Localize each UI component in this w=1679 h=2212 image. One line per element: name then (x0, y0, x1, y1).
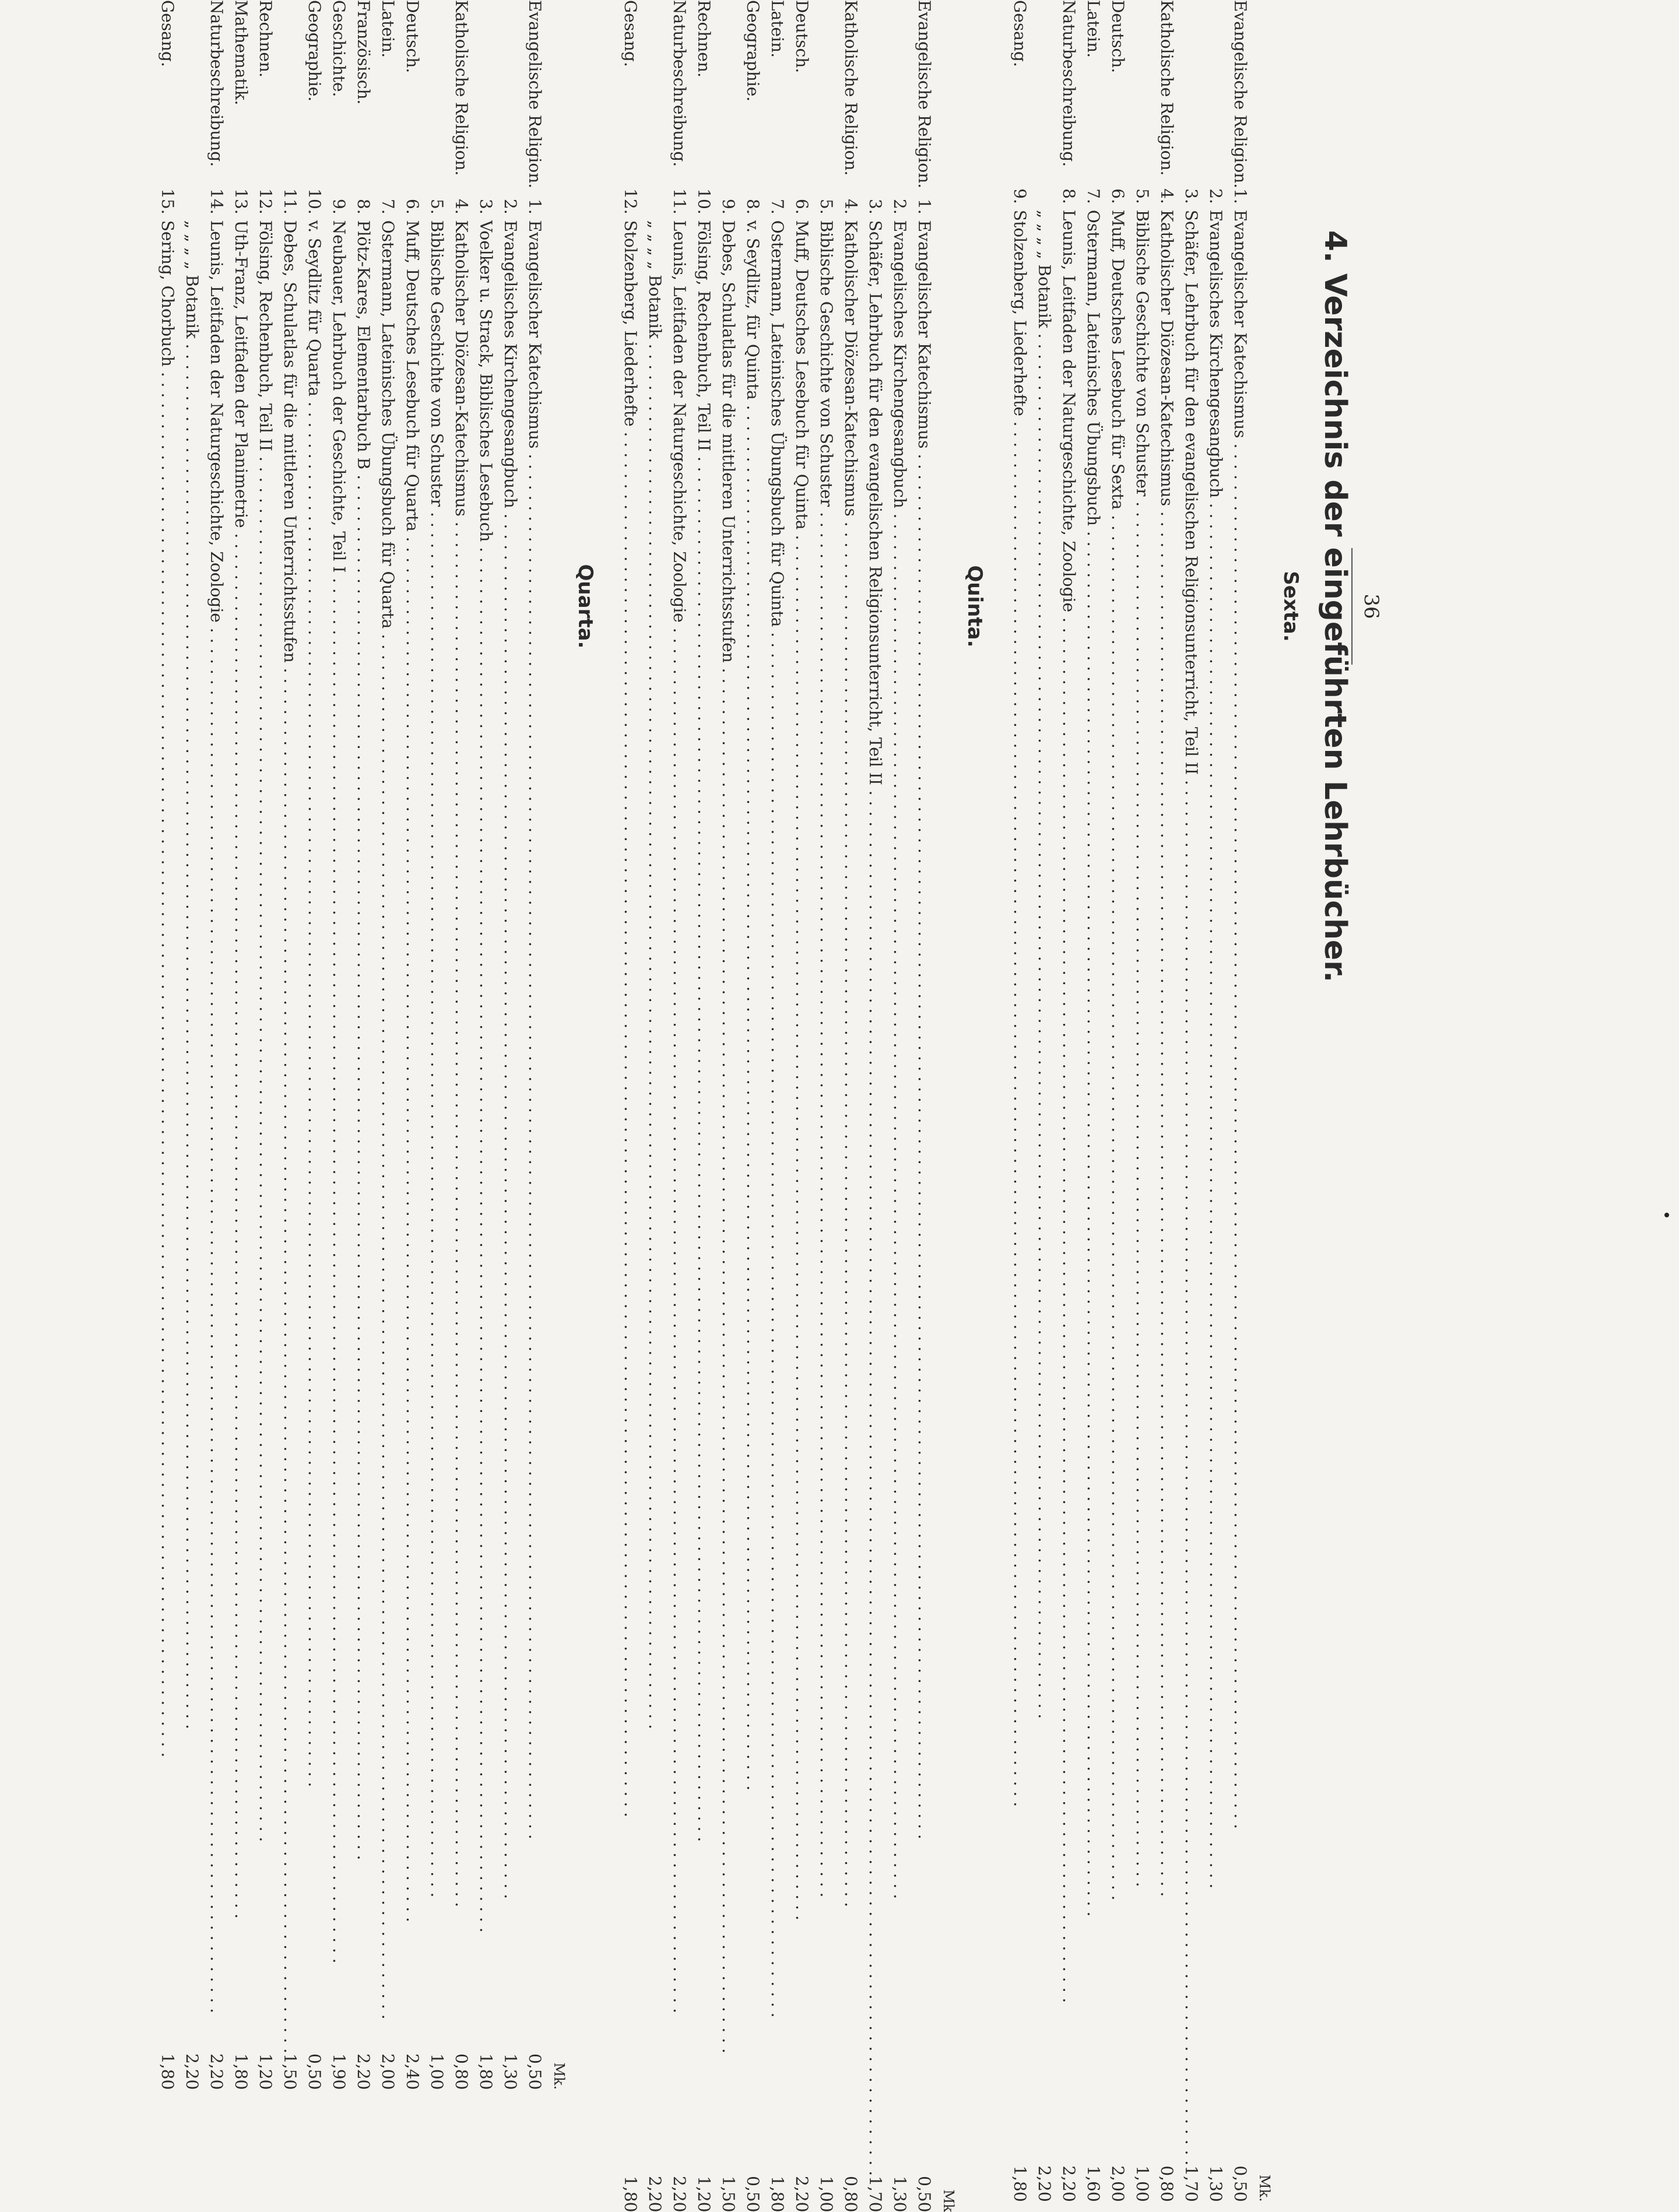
subject-cell: Deutsch. (1108, 0, 1127, 73)
table-row (863, 0, 887, 2212)
item-number: 8. (354, 199, 373, 215)
price-cell: 1,50 (280, 2053, 300, 2090)
book-title: Schäfer, Lehrbuch für den evangelischen Religionsunterricht, Teil II . . . (863, 220, 887, 2176)
item-number: 8. (1059, 188, 1079, 204)
table-row (789, 0, 814, 2212)
subject-cell: Deutsch. (792, 0, 812, 73)
table-row (1203, 0, 1228, 2202)
item-number: 2. (1206, 188, 1225, 204)
price-cell: 1,30 (501, 2053, 520, 2090)
book-title-cell (1179, 210, 1203, 2165)
subject-cell (278, 0, 302, 188)
price-cell: 1,60 (1084, 2165, 1103, 2202)
section-2 (155, 0, 597, 2090)
price-cell: 1,80 (476, 2053, 496, 2090)
table-row (1105, 0, 1130, 2202)
table-row (838, 0, 863, 2212)
subject-cell: Gesang. (1010, 0, 1030, 67)
textbook-table (155, 0, 571, 2090)
subject-cell: Naturbeschreibung. (207, 0, 226, 167)
book-title-cell (912, 220, 936, 2176)
book-title: Schäfer, Lehrbuch für den evangelischen Religionsunterricht, Teil II . . . (1179, 210, 1203, 2165)
section-1 (618, 0, 986, 2212)
book-title: Ostermann, Lateinisches Übungsbuch für Quarta . . . (375, 220, 400, 2053)
price-cell: 1,30 (890, 2176, 909, 2212)
book-title-cell (253, 220, 278, 2053)
book-title: Leunis, Leitfaden der Naturgeschichte, Zoologie . . . (1056, 210, 1081, 2165)
book-title: „ „ „ „ Botanik . . . (1032, 210, 1056, 2165)
book-title-cell (326, 220, 351, 2053)
book-title-cell (302, 220, 326, 2053)
price-cell: 0,50 (915, 2176, 934, 2212)
table-row (180, 0, 204, 2090)
table-row (204, 0, 229, 2090)
item-number: 4. (1157, 188, 1176, 204)
subject-cell (814, 0, 838, 188)
subject-cell: Rechnen. (256, 0, 275, 78)
subject-cell: Evangelische Religion. (525, 0, 545, 189)
table-row (814, 0, 838, 2212)
subject-cell: Evangelische Religion. (915, 0, 934, 189)
book-title-cell (887, 220, 912, 2176)
currency-header: Mk (940, 2189, 957, 2212)
subject-cell: Geographie. (743, 0, 763, 102)
subject-cell: Katholische Religion. (841, 0, 860, 176)
book-title-cell (740, 220, 765, 2176)
price-cell: 1,70 (1182, 2165, 1201, 2202)
book-title: Debes, Schulatlas für die mittleren Unterrichtsstufen . . . (278, 220, 302, 2053)
book-title: Katholischer Diözesan-Katechismus . . . (449, 220, 473, 2053)
table-row (765, 0, 789, 2212)
table-row (691, 0, 716, 2212)
book-title-cell (716, 220, 740, 2176)
price-cell: 2,20 (1035, 2165, 1054, 2202)
book-title-cell (789, 220, 814, 2176)
table-row (229, 0, 253, 2090)
book-title-cell (473, 220, 498, 2053)
item-number: 13. (231, 188, 251, 215)
book-title-cell (204, 220, 229, 2053)
book-title-cell (449, 220, 473, 2053)
item-number: 1. (525, 199, 545, 215)
book-title: Sering, Chorbuch . . . (155, 220, 180, 2053)
page-title: 4. Verzeichnis der eingeführten Lehrbücher. (1318, 230, 1353, 983)
subject-cell: Gesang. (621, 0, 640, 67)
item-number (642, 188, 667, 220)
table-row (253, 0, 278, 2090)
book-title: Evangelisches Kirchengesangbuch . . . (887, 220, 912, 2176)
book-title: Fölsing, Rechenbuch, Teil II . . . (253, 220, 278, 2053)
book-title-cell (522, 220, 547, 2053)
price-cell: 2,00 (1108, 2165, 1127, 2202)
book-title-cell (1056, 210, 1081, 2165)
textbook-table (618, 0, 961, 2212)
book-title-cell (1081, 210, 1105, 2165)
table-row (1154, 0, 1179, 2202)
price-cell: 0,80 (1157, 2165, 1176, 2202)
table-row (618, 0, 642, 2212)
price-cell: 1,80 (158, 2053, 177, 2090)
price-cell: 1,20 (694, 2176, 714, 2212)
item-number: 3. (476, 199, 496, 215)
price-cell: 1,30 (1206, 2165, 1225, 2202)
book-title-cell (351, 220, 375, 2053)
price-cell: 2,20 (792, 2176, 812, 2212)
book-title: v. Seydlitz, für Quinta . . . (740, 220, 765, 2176)
book-title: Neubauer, Lehrbuch der Geschichte, Teil I . . . (326, 220, 351, 2053)
item-number: 15. (158, 188, 177, 215)
subject-cell: Latein. (378, 0, 398, 58)
item-number: 14. (207, 188, 226, 215)
speck-mark (1664, 1213, 1669, 1217)
item-number: 1. (915, 199, 934, 215)
subject-cell (180, 0, 204, 188)
textbook-list (134, 0, 1306, 2212)
book-title: Ostermann, Lateinisches Übungsbuch . . . (1081, 210, 1105, 2165)
item-number: 12. (256, 188, 275, 215)
item-number: 10. (694, 188, 714, 215)
table-row (1007, 0, 1032, 2202)
subject-cell (887, 0, 912, 188)
price-cell: 1,90 (329, 2053, 349, 2090)
subject-cell (863, 0, 887, 188)
table-row (1228, 0, 1252, 2202)
table-row (1032, 0, 1056, 2202)
table-row (400, 0, 424, 2090)
item-number: 10. (305, 188, 324, 215)
section-0 (1007, 0, 1302, 2202)
table-row (1130, 0, 1154, 2202)
book-title: Evangelischer Katechismus . . . (522, 220, 547, 2053)
section-heading: Quinta. (963, 565, 986, 648)
subject-cell: Katholische Religion. (1157, 0, 1176, 176)
subject-cell (1203, 0, 1228, 188)
price-cell: 2,20 (645, 2176, 665, 2212)
price-cell: 0,50 (305, 2053, 324, 2090)
subject-cell: Katholische Religion. (452, 0, 471, 176)
book-title-cell (229, 220, 253, 2053)
price-cell: 1,00 (1133, 2165, 1152, 2202)
price-cell: 1,50 (719, 2176, 738, 2212)
item-number: 9. (1010, 188, 1030, 204)
item-number: 9. (329, 199, 349, 215)
book-title-cell (838, 220, 863, 2176)
book-title: Katholischer Diözesan-Katechismus . . . (1154, 210, 1179, 2165)
price-cell: 2,20 (1059, 2165, 1079, 2202)
currency-header: Mk. (551, 2062, 567, 2090)
subject-cell (716, 0, 740, 188)
table-row (642, 0, 667, 2212)
subject-cell (1130, 0, 1154, 188)
subject-cell: Rechnen. (694, 0, 714, 78)
book-title-cell (1032, 210, 1056, 2165)
price-cell: 1,70 (866, 2176, 885, 2212)
book-title-cell (667, 220, 691, 2176)
subject-cell: Naturbeschreibung. (670, 0, 689, 167)
item-number: 1. (1231, 188, 1250, 204)
price-cell: 1,80 (768, 2176, 787, 2212)
item-number (1032, 188, 1056, 210)
subject-cell (642, 0, 667, 188)
item-number: 5. (1133, 188, 1152, 204)
book-title: Voelker u. Strack, Biblisches Lesebuch . . . (473, 220, 498, 2053)
book-title: Biblische Geschichte von Schuster . . . (424, 220, 449, 2053)
book-title-cell (498, 220, 522, 2053)
book-title-cell (424, 220, 449, 2053)
subject-cell (424, 0, 449, 188)
book-title: Debes, Schulatlas für die mittleren Unterrichtsstufen . . . (716, 220, 740, 2176)
price-cell: 0,50 (743, 2176, 763, 2212)
subject-cell: Naturbeschreibung. (1059, 0, 1079, 167)
book-title: Muff, Deutsches Lesebuch für Quinta . . . (789, 220, 814, 2176)
item-number: 6. (792, 199, 812, 215)
item-number: 4. (452, 199, 471, 215)
book-title-cell (1154, 210, 1179, 2165)
book-title: Stolzenberg, Liederhefte . . . (1007, 210, 1032, 2165)
table-row (1056, 0, 1081, 2202)
table-row (912, 0, 936, 2212)
book-title: Uth-Franz, Leitfaden der Planimetrie . . . (229, 220, 253, 2053)
book-title: Plötz-Kares, Elementarbuch B . . . (351, 220, 375, 2053)
book-title: Evangelischer Katechismus . . . (912, 220, 936, 2176)
item-number: 5. (427, 199, 447, 215)
subject-cell: Gesang. (158, 0, 177, 67)
item-number: 12. (621, 188, 640, 215)
item-number: 3. (1182, 188, 1201, 204)
table-row (449, 0, 473, 2090)
table-row (375, 0, 400, 2090)
book-title: Leunis, Leitfaden der Naturgeschichte, Zoologie . . . (667, 220, 691, 2176)
item-number: 2. (890, 199, 909, 215)
table-row (716, 0, 740, 2212)
book-title-cell (765, 220, 789, 2176)
book-title-cell (1105, 210, 1130, 2165)
price-cell: 1,00 (817, 2176, 836, 2212)
textbook-table (1007, 0, 1277, 2202)
item-number: 3. (866, 199, 885, 215)
section-heading: Sexta. (1279, 571, 1302, 642)
book-title: v. Seydlitz für Quarta . . . (302, 220, 326, 2053)
item-number: 5. (817, 199, 836, 215)
book-title-cell (375, 220, 400, 2053)
price-cell: 2,40 (403, 2053, 422, 2090)
book-title: „ „ „ „ Botanik . . . (180, 220, 204, 2053)
subject-cell: Mathematik. (231, 0, 251, 106)
table-row (522, 0, 547, 2090)
price-cell: 2,20 (354, 2053, 373, 2090)
page-number: 36 (1360, 594, 1383, 619)
book-title: Evangelisches Kirchengesangbuch . . . (498, 220, 522, 2053)
item-number: 8. (743, 199, 763, 215)
price-cell: 0,80 (841, 2176, 860, 2212)
subject-cell: Evangelische Religion. (1231, 0, 1250, 189)
subject-cell: Latein. (1084, 0, 1103, 58)
price-cell: 2,20 (182, 2053, 202, 2090)
book-title: Muff, Deutsches Lesebuch für Sexta . . . (1105, 210, 1130, 2165)
table-row (278, 0, 302, 2090)
currency-header: Mk. (1256, 2174, 1273, 2202)
section-heading: Quarta. (574, 564, 597, 649)
book-title: Katholischer Diözesan-Katechismus . . . (838, 220, 863, 2176)
book-title-cell (1007, 210, 1032, 2165)
book-title: Evangelischer Katechismus . . . (1228, 210, 1252, 2165)
price-cell: 0,80 (452, 2053, 471, 2090)
book-title: Stolzenberg, Liederhefte . . . (618, 220, 642, 2176)
book-title-cell (1228, 210, 1252, 2165)
subject-cell (473, 0, 498, 188)
table-row (473, 0, 498, 2090)
rotated-document-page (158, 0, 1393, 2212)
book-title-cell (618, 220, 642, 2176)
book-title-cell (278, 220, 302, 2053)
item-number: 7. (1084, 188, 1103, 204)
book-title: Ostermann, Lateinisches Übungsbuch für Quinta . . . (765, 220, 789, 2176)
subject-cell: Geographie. (305, 0, 324, 102)
item-number: 9. (719, 199, 738, 215)
table-row (887, 0, 912, 2212)
book-title-cell (1203, 210, 1228, 2165)
subject-cell (1032, 0, 1056, 188)
book-title: Biblische Geschichte von Schuster . . . (814, 220, 838, 2176)
price-cell: 2,20 (670, 2176, 689, 2212)
price-cell: 1,20 (256, 2053, 275, 2090)
subject-cell: Französisch. (354, 0, 373, 105)
book-title-cell (814, 220, 838, 2176)
page (158, 0, 1393, 2212)
table-row (1179, 0, 1203, 2202)
book-title: Muff, Deutsches Lesebuch für Quarta . . . (400, 220, 424, 2053)
table-row (326, 0, 351, 2090)
price-cell: 1,80 (621, 2176, 640, 2212)
price-cell: 1,80 (231, 2053, 251, 2090)
table-row (498, 0, 522, 2090)
table-row (302, 0, 326, 2090)
item-number: 7. (378, 199, 398, 215)
price-cell: 1,00 (427, 2053, 447, 2090)
book-title: Leunis, Leitfaden der Naturgeschichte, Zoologie . . . (204, 220, 229, 2053)
item-number (180, 188, 204, 220)
price-cell: 2,00 (378, 2053, 398, 2090)
subject-cell: Geschichte. (329, 0, 349, 97)
item-number: 6. (403, 199, 422, 215)
table-row (351, 0, 375, 2090)
item-number: 2. (501, 199, 520, 215)
subject-cell: Latein. (768, 0, 787, 58)
table-row (1081, 0, 1105, 2202)
subject-cell (498, 0, 522, 188)
book-title-cell (155, 220, 180, 2053)
book-title-cell (180, 220, 204, 2053)
item-number: 7. (768, 199, 787, 215)
table-row (424, 0, 449, 2090)
book-title-cell (863, 220, 887, 2176)
price-cell: 2,20 (207, 2053, 226, 2090)
book-title: Fölsing, Rechenbuch, Teil II . . . (691, 220, 716, 2176)
price-cell: 0,50 (1231, 2165, 1250, 2202)
table-row (667, 0, 691, 2212)
book-title-cell (400, 220, 424, 2053)
subject-cell: Deutsch. (403, 0, 422, 73)
book-title-cell (1130, 210, 1154, 2165)
item-number: 11. (670, 188, 689, 215)
book-title-cell (642, 220, 667, 2176)
price-cell: 0,50 (525, 2053, 545, 2090)
book-title: Evangelisches Kirchengesangbuch . . . (1203, 210, 1228, 2165)
price-cell: 1,80 (1010, 2165, 1030, 2202)
book-title: Biblische Geschichte von Schuster . . . (1130, 210, 1154, 2165)
item-number: 6. (1108, 188, 1127, 204)
table-row (155, 0, 180, 2090)
book-title-cell (691, 220, 716, 2176)
table-row (740, 0, 765, 2212)
item-number: 11. (280, 188, 300, 215)
subject-cell (1179, 0, 1203, 188)
item-number: 4. (841, 199, 860, 215)
book-title: „ „ „ „ Botanik . . . (642, 220, 667, 2176)
